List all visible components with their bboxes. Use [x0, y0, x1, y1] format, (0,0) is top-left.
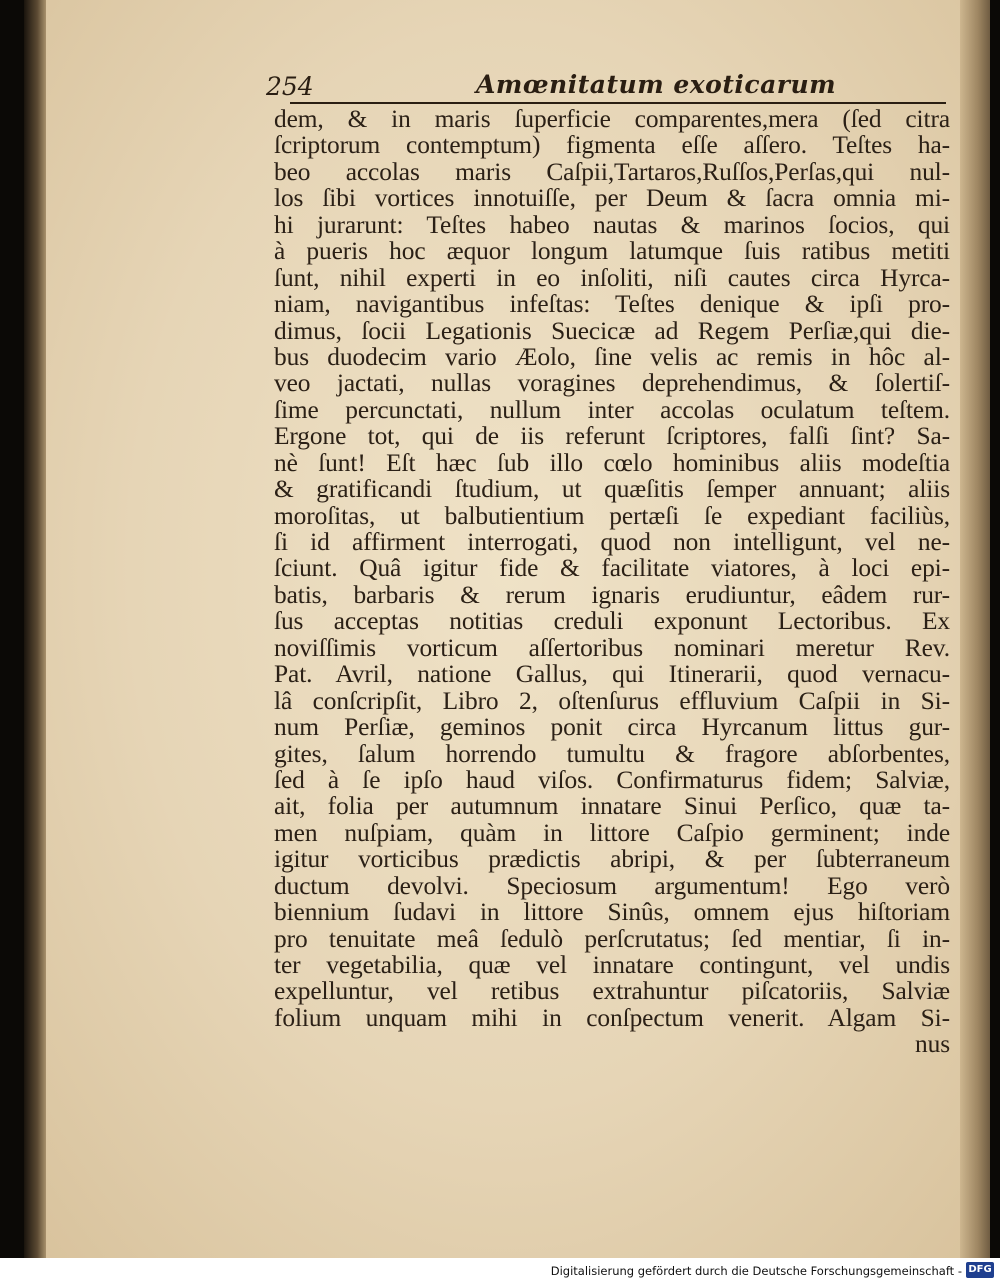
dfg-logo-icon: DFG	[966, 1262, 994, 1278]
text-line: ſciunt. Quâ igitur fide & facilitate viatores, à loci epi-	[274, 554, 950, 583]
footer-bar	[0, 1258, 1000, 1285]
text-line: à pueris hoc æquor longum latumque ſuis ratibus metiti	[274, 237, 950, 266]
page-edge-left	[24, 0, 46, 1258]
text-line: Pat. Avril, natione Gallus, qui Itinerarii, quod vernacu-	[274, 660, 950, 689]
running-title: Amœnitatum exoticarum	[476, 70, 837, 99]
text-line: noviſſimis vorticum aſſertoribus nominari meretur Rev.	[274, 633, 950, 662]
text-line: folium unquam mihi in conſpectum venerit. Algam Si-	[274, 1003, 950, 1032]
text-line: ductum devolvi. Speciosum argumentum! Ego verò	[274, 871, 950, 900]
text-line: pro tenuitate meâ ſedulò perſcrutatus; ſed mentiar, ſi in-	[274, 924, 950, 953]
text-line: bus duodecim vario Æolo, ſine velis ac remis in hôc al-	[274, 342, 950, 371]
text-line: ſime percunctati, nullum inter accolas oculatum teſtem.	[274, 395, 950, 424]
text-line: men nuſpiam, quàm in littore Caſpio germinent; inde	[274, 818, 950, 847]
text-line: batis, barbaris & rerum ignaris erudiuntur, eâdem rur-	[274, 580, 950, 609]
text-line: Ergone tot, qui de iis referunt ſcriptores, falſi ſint? Sa-	[274, 422, 950, 451]
catchword: nus	[915, 1030, 950, 1059]
header-rule	[290, 102, 946, 104]
footer-credit: Digitalisierung gefördert durch die Deutsche Forschungsgemeinschaft -	[550, 1264, 962, 1278]
text-line: igitur vorticibus prædictis abripi, & per ſubterraneum	[274, 845, 950, 874]
text-line: ſed à ſe ipſo haud viſos. Confirmaturus fidem; Salviæ,	[274, 765, 950, 794]
text-line: ſi id affirment interrogati, quod non intelligunt, vel ne-	[274, 528, 950, 556]
body-text	[274, 106, 950, 1058]
text-line: dimus, ſocii Legationis Suecicæ ad Regem Perſiæ,qui die-	[274, 316, 950, 345]
text-line: expelluntur, vel retibus extrahuntur piſcatoriis, Salviæ	[274, 977, 950, 1006]
text-line: biennium ſudavi in littore Sinûs, omnem ejus hiſtoriam	[274, 898, 950, 927]
text-line: veo jactati, nullas voragines deprehendimus, & ſolertiſ-	[274, 369, 950, 398]
text-line: niam, navigantibus infeſtas: Teſtes denique & ipſi pro-	[274, 290, 950, 319]
text-line: ait, folia per autumnum innatare Sinui Perſico, quæ ta-	[274, 792, 950, 821]
page-edge-right	[960, 0, 990, 1258]
text-line: gites, ſalum horrendo tumultu & fragore abſorbentes,	[274, 739, 950, 768]
text-line: & gratificandi ſtudium, ut quæſitis ſemper annuant; aliis	[274, 475, 950, 504]
page-number: 254	[266, 72, 314, 101]
text-line: lâ conſcripſit, Libro 2, oſtenſurus effluvium Caſpii in Si-	[274, 686, 950, 715]
text-line: los ſibi vortices innotuiſſe, per Deum & ſacra omnia mi-	[274, 184, 950, 213]
text-line: ter vegetabilia, quæ vel innatare contingunt, vel undis	[274, 951, 950, 979]
text-line: nè ſunt! Eſt hæc ſub illo cœlo hominibus aliis modeſtia	[274, 448, 950, 477]
text-line: dem, & in maris ſuperficie comparentes,mera (ſed citra	[274, 105, 950, 133]
text-line: beo accolas maris Caſpii,Tartaros,Ruſſos,Perſas,qui nul-	[274, 157, 950, 186]
text-line: ſcriptorum contemptum) figmenta eſſe aſſero. Teſtes ha-	[274, 131, 950, 160]
page-header	[266, 70, 946, 104]
text-line: ſus acceptas notitias creduli exponunt Lectoribus. Ex	[274, 607, 950, 636]
text-line: ſunt, nihil experti in eo inſoliti, niſi cautes circa Hyrca-	[274, 263, 950, 292]
text-line: num Perſiæ, geminos ponit circa Hyrcanum littus gur-	[274, 713, 950, 742]
text-line: moroſitas, ut balbutientium pertæſi ſe expediant faciliùs,	[274, 501, 950, 530]
text-line: hi jurarunt: Teſtes habeo nautas & marinos ſocios, qui	[274, 210, 950, 239]
